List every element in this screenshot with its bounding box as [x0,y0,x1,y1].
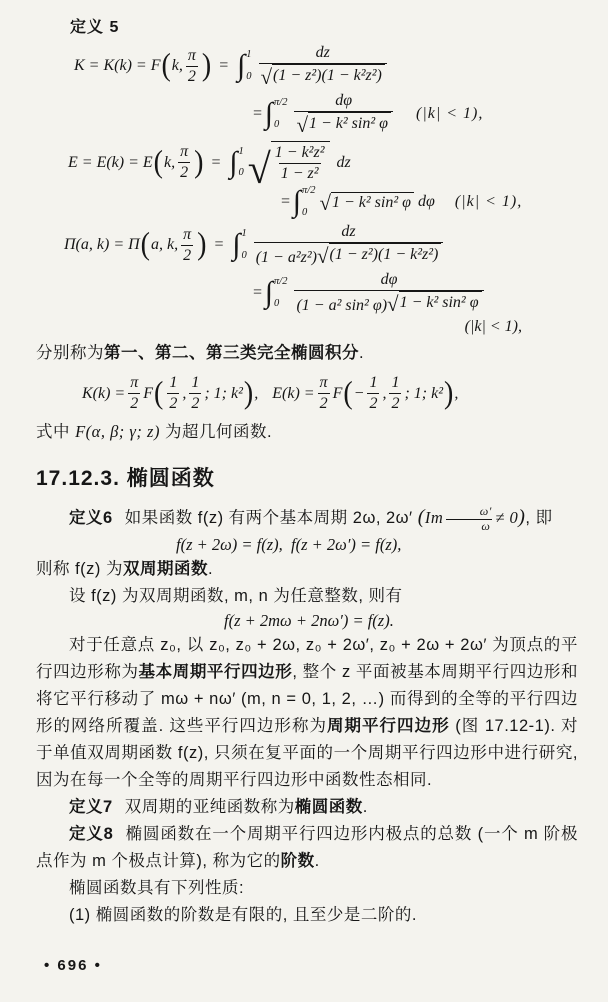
fraction-numerator: π [187,46,196,64]
equation-K-line2 [252,91,578,137]
integrand-fraction [294,91,393,137]
sqrt-symbol: √ [247,146,271,193]
integral-limits [241,229,246,261]
fraction-numerator: π [183,225,192,243]
text: 椭圆函数在一个周期平行四边形内极点的总数 (一个 m 阶极点作为 m 个极点计算), 称为它的 [36,824,578,870]
pi-over-2-fraction [128,373,140,414]
comma: , [454,384,459,402]
equation-general-period [224,611,578,631]
equals-sign: = [280,193,291,211]
text: 则称 f(z) 为 [36,559,123,578]
integral-symbol: ∫ [229,145,238,179]
fraction-numerator: 1 [369,374,378,392]
integral-0-pi2 [293,186,318,218]
fraction-denominator: 2 [191,395,200,413]
pi-over-2-fraction [318,373,330,414]
left-paren-symbol: ( [417,506,425,529]
fraction-denominator [259,63,387,89]
integral-limits [246,50,251,82]
equals-sign: = [213,236,225,254]
upper-limit: 1 [241,228,247,240]
integral-0-pi2 [265,98,290,130]
pi-over-2-fraction [181,225,193,266]
K-lhs: K(k) = [82,384,126,402]
fraction-numerator: dz [315,44,330,61]
bold-term: 椭圆函数 [294,797,363,816]
equation-text: f(z + 2ω) = f(z), f(z + 2ω′) = f(z), [176,534,402,554]
radical [319,191,414,216]
sqrt-symbol: √ [296,113,308,138]
definition-7-label: 定义7 [69,797,113,816]
integral-0-pi2 [265,277,290,309]
definition-8 [36,821,578,875]
eqPi-arg: a, k, [151,236,179,254]
integral-0-1 [229,147,245,179]
radicand-fraction [275,143,325,184]
left-paren-symbol: ( [140,227,150,263]
denominator-factor: (1 − a²z²) [255,249,317,267]
left-paren-symbol: ( [154,376,164,411]
fraction-denominator: 2 [187,67,196,85]
radicand: 1 − k² sin² φ [399,291,482,313]
eqE-arg: k, [164,153,176,171]
definition-6 [36,504,578,534]
F-symbol: F [143,384,154,402]
left-paren-symbol: ( [161,48,171,83]
condition-k-lt-1: (|k| < 1), [464,318,522,336]
fraction-numerator: π [130,374,139,392]
fraction-numerator: π [319,374,328,392]
fraction-numerator: dφ [380,271,398,289]
integrand-fraction [259,43,387,89]
bold-term: 第一、第二、第三类完全椭圆积分 [104,344,359,363]
fraction-denominator: 2 [169,395,178,413]
fraction-numerator: 1 [391,374,400,392]
fraction-numerator: 1 − k²z² [274,144,325,162]
upper-limit: π/2 [302,185,316,197]
radical [387,291,482,317]
right-paren-symbol: ) [201,48,212,83]
sqrt-symbol: √ [319,191,331,216]
text: . [314,851,320,870]
equals-sign: = [210,153,222,171]
right-paren-symbol: ) [518,506,526,529]
pi-over-2-fraction [186,46,198,87]
right-paren-symbol: ) [243,376,254,411]
right-paren-symbol: ) [194,144,204,180]
radicand: (1 − z²)(1 − k²z²) [272,64,385,86]
sqrt-symbol: √ [387,292,399,317]
integral-symbol: ∫ [264,97,274,131]
lower-limit: 0 [246,70,252,82]
fraction-denominator: 2 [180,164,189,182]
condition-k-lt-1: (|k| < 1), [416,105,484,123]
sqrt-symbol: √ [260,65,273,90]
text: 椭圆函数具有下列性质: [69,878,245,897]
denominator-factor: (1 − a² sin² φ) [296,297,388,315]
fraction-denominator: 2 [130,395,139,413]
F-arguments: ; 1; k² [404,384,444,402]
fraction-numerator: dz [341,223,356,241]
equation-Pi-line2 [252,270,578,316]
lower-limit: 0 [238,167,244,179]
fraction-denominator: 2 [391,395,400,413]
Im-operator: Im [424,508,444,528]
fraction-denominator: ω [446,519,492,534]
eqE-lhs: E = E(k) = E [68,153,153,171]
pi-over-2-fraction [178,142,190,183]
integral-limits [238,147,243,179]
paragraph-period-parallelogram [36,632,578,794]
eqE-dz: dz [336,153,351,171]
integral-0-1 [237,50,253,82]
lower-limit: 0 [241,249,247,261]
text: 为超几何函数. [159,423,273,442]
section-title: 椭圆函数 [126,467,215,491]
definition-7 [36,794,578,821]
upper-limit: π/2 [274,276,288,288]
eqK-arg: k, [171,57,183,75]
integral-limits [274,98,287,130]
property-1 [36,902,578,929]
text: . [362,797,368,816]
sqrt-symbol: √ [316,244,329,269]
E-lhs: E(k) = [272,384,315,402]
fraction-denominator: 1 − z² [280,165,319,183]
definition-8-label: 定义8 [69,824,114,843]
fraction-denominator: 2 [369,395,378,413]
minus-sign: − [353,384,365,402]
page-number: • 696 • [44,957,102,974]
integrand-fraction [254,222,444,268]
bold-term: 阶数 [280,851,315,870]
radical [296,112,391,138]
text: 式中 [36,423,76,442]
integral-0-1 [232,229,248,261]
eqK-lhs: K = K(k) = F [74,57,161,75]
text: 双周期的亚纯函数称为 [124,797,295,816]
upper-limit: 1 [238,145,244,157]
inline-math: F(α, β; γ; z) [75,422,160,442]
not-equal-zero: ≠ 0 [495,508,519,528]
right-paren-symbol: ) [444,376,454,411]
upper-limit: 1 [246,49,252,61]
paragraph-double-periodic [36,556,578,583]
integrand-fraction [294,270,483,316]
integral-symbol: ∫ [292,185,302,219]
integral-symbol: ∫ [237,49,246,83]
radicand [271,141,331,184]
im-ratio-expression [417,504,526,534]
one-half-fraction [367,373,379,414]
fraction-denominator: 2 [183,246,192,264]
text: , 整个 z 平面被基本周期平行四边形和将它平行移动了 mω + nω′ (m, n = 0, 1, 2, …) 而得到的全等的平行四边形的网络所覆盖. 这些平行四边形称为 [36,662,579,735]
integral-limits [274,277,287,309]
definition-6-label: 定义6 [69,509,113,528]
upper-limit: π/2 [274,97,288,109]
equals-sign: = [252,105,263,123]
condition-k-lt-1: (|k| < 1), [454,193,523,211]
lower-limit: 0 [302,206,308,218]
lower-limit: 0 [274,118,280,130]
fraction-numerator: π [180,143,189,161]
eqPi-lhs: Π(a, k) = Π [64,236,140,254]
radicand: 1 − k² sin² φ [308,112,391,134]
comma: , [182,384,187,402]
radical [316,243,441,269]
text: . [208,559,214,578]
bold-term: 双周期函数 [123,559,208,578]
comma: , [254,384,259,402]
section-number: 17.12.3. [36,467,120,491]
paragraph-properties-intro [36,875,578,902]
text: . [359,344,365,363]
equals-sign: = [252,284,263,302]
definition-5-label: 定义 5 [70,19,120,36]
equation-E-line2 [280,186,578,218]
paragraph-hypergeometric-note [36,418,578,446]
fraction-numerator: ω′ [479,504,492,519]
omega-ratio-fraction [446,505,492,534]
text: 如果函数 f(z) 有两个基本周期 2ω, 2ω′ [124,509,418,528]
one-half-fraction [389,373,401,414]
equals-sign: = [218,57,230,75]
one-half-fraction [167,373,179,414]
F-arguments: ; 1; k² [204,384,243,402]
text: 设 f(z) 为双周期函数, m, n 为任意整数, 则有 [69,586,403,605]
bold-term: 基本周期平行四边形 [138,662,293,681]
left-paren-symbol: ( [343,376,353,411]
fraction-numerator: 1 [169,374,178,392]
equation-text: f(z + 2mω + 2nω′) = f(z). [224,610,394,630]
paragraph-elliptic-integral-names [36,340,578,367]
one-half-fraction [189,373,201,414]
equation-hypergeometric [82,373,578,414]
text: 分别称为 [36,344,104,363]
lower-limit: 0 [274,297,280,309]
integral-symbol: ∫ [264,276,274,310]
equation-double-period [176,535,578,555]
text: , 即 [525,509,553,528]
fraction-numerator: 1 [191,374,200,392]
left-paren-symbol: ( [153,144,163,180]
radicand: 1 − k² sin² φ [331,192,414,212]
section-heading [36,462,578,492]
right-paren-symbol: ) [197,227,207,263]
paragraph-let-f [36,583,578,610]
text: 对于任意点 z₀, 以 z₀, z₀ + 2ω, z₀ + 2ω′, z₀ + 2ω + 2ω′ 为顶点的平行四边形称为 [36,635,578,681]
equation-K-line1 [74,43,578,89]
integral-symbol: ∫ [232,228,241,262]
bold-term: 周期平行四边形 [326,716,450,735]
fraction-denominator [294,111,393,137]
equation-Pi-condition [36,318,578,336]
fraction-numerator: dφ [335,92,353,110]
F-symbol: F [332,384,343,402]
fraction-denominator [254,242,444,268]
text: (1) 椭圆函数的阶数是有限的, 且至少是二阶的. [69,905,418,924]
integral-limits [302,186,315,218]
text: (图 17.12-1). 对于单值双周期函数 f(z), 只须在复平面的一个周期平行四边形中进行研究, 因为在每一个全等的周期平行四边形中函数性态相同. [36,716,579,789]
radical [260,64,385,90]
comma: , [382,384,387,402]
eqE-dphi: dφ [418,193,435,211]
radicand: (1 − z²)(1 − k²z²) [329,243,442,265]
fraction-denominator [294,290,483,316]
equation-Pi-line1 [64,222,578,268]
fraction-denominator: 2 [319,395,328,413]
